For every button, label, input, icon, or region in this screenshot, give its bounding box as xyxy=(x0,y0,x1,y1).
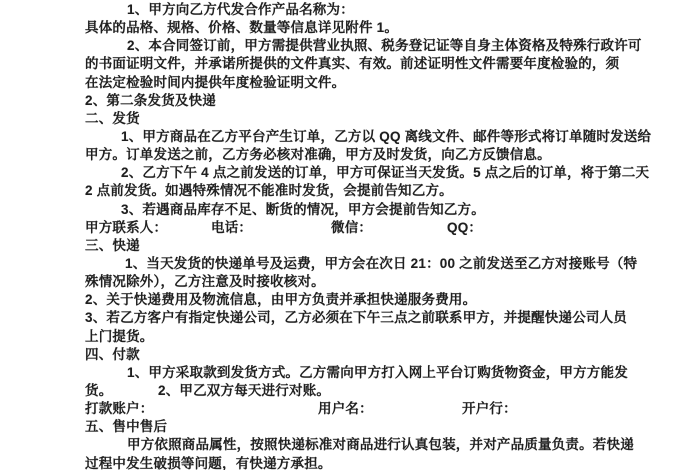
text-line xyxy=(85,382,615,400)
text-line: 2、关于快递费用及物流信息，由甲方负责并承担快递服务费用。 xyxy=(85,292,477,308)
field-label: 开户行： xyxy=(462,401,517,417)
text-line: 在法定检验时间内提供年度检验证明文件。 xyxy=(85,74,346,90)
text-line: 殊情况除外），乙方注意及时接收核对。 xyxy=(85,274,325,290)
field-label: 货。 xyxy=(85,382,113,398)
text-line: 2、第二条发货及快递 xyxy=(85,92,217,108)
text-line: 过程中发生破损等问题，有快递方承担。 xyxy=(85,455,332,470)
text-line: 三、快递 xyxy=(85,237,140,253)
text-line: 的书面证明文件，并承诺所提供的文件真实、有效。前述证明性文件需要年度检验的，须 xyxy=(85,56,620,72)
text-line: 3、若乙方客户有指定快递公司，乙方必须在下午三点之前联系甲方，并提醒快递公司人员 xyxy=(85,310,628,326)
field-label: 电话： xyxy=(211,219,253,235)
text-line xyxy=(85,400,615,418)
field-label: 2、甲乙双方每天进行对账。 xyxy=(158,382,331,398)
field-label: 甲方联系人： xyxy=(85,219,168,235)
text-line: 上门提货。 xyxy=(85,328,154,344)
text-line: 2、乙方下午 4 点之前发送的订单，甲方可保证当天发货。5 点之后的订单，将于第二天 xyxy=(121,165,650,181)
field-label: 微信： xyxy=(331,219,373,235)
text-line: 具体的品格、规格、价格、数量等信息详见附件 1。 xyxy=(85,20,399,36)
text-line: 二、发货 xyxy=(85,110,140,126)
document-page xyxy=(85,1,652,470)
text-line: 甲方。订单发送之前，乙方务必核对准确，甲方及时发货，向乙方反馈信息。 xyxy=(85,147,551,163)
text-line: 1、甲方商品在乙方平台产生订单，乙方以 QQ 离线文件、邮件等形式将订单随时发送给 xyxy=(121,128,652,144)
text-line: 1、甲方采取款到发货方式。乙方需向甲方打入网上平台订购货物资金，甲方方能发 xyxy=(127,364,628,380)
text-line xyxy=(85,219,615,237)
text-line: 1、甲方向乙方代发合作产品名称为： xyxy=(127,2,354,17)
field-label: 打款账户： xyxy=(85,401,154,417)
text-line: 2、本合同签订前，甲方需提供营业执照、税务登记证等自身主体资格及特殊行政许可 xyxy=(127,38,642,54)
text-line: 甲方依照商品属性，按照快递标准对商品进行认真包装，并对产品质量负责。若快递 xyxy=(127,437,634,453)
field-label: QQ： xyxy=(447,219,483,235)
text-line: 1、当天发货的快递单号及运费，甲方会在次日 21：00 之前发送至乙方对接账号（特 xyxy=(125,255,638,271)
text-line: 五、售中售后 xyxy=(85,419,168,435)
text-line: 3、若遇商品库存不足、断货的情况，甲方会提前告知乙方。 xyxy=(121,201,485,217)
field-label: 用户名： xyxy=(318,401,373,417)
text-line: 四、付款 xyxy=(85,346,140,362)
text-line: 2 点前发货。如遇特殊情况不能准时发货，会提前告知乙方。 xyxy=(85,183,453,199)
